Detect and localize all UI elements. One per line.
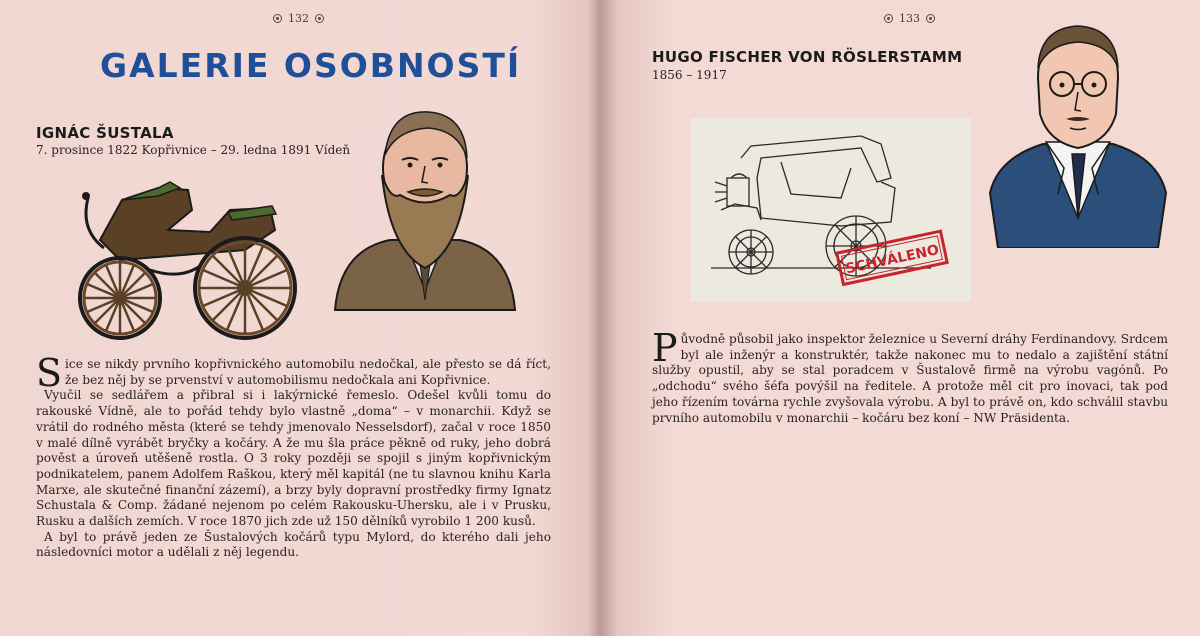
portrait-fischer xyxy=(988,18,1168,248)
fischer-paragraph xyxy=(652,326,1168,426)
page-number-text: 132 xyxy=(288,12,309,25)
person-name-sustala: IGNÁC ŠUSTALA xyxy=(36,124,174,142)
body-paragraph-3: A byl to právě jeden ze Šustalových kočárů typu Mylord, do kterého dali jeho následovníci motor a udělali z něj legendu. xyxy=(36,529,551,560)
car-sketch-with-stamp xyxy=(691,118,971,302)
dropcap-letter: S xyxy=(36,351,63,395)
folio-ornament-icon xyxy=(315,14,324,23)
person-name-fischer: HUGO FISCHER VON RÖSLERSTAMM xyxy=(652,48,963,66)
left-page-number xyxy=(273,12,324,25)
body-paragraph-2: Vyučil se sedlářem a přibral si i lakýrnické řemeslo. Odešel kvůli tomu do rakouské Vídně, ale to pořád tehdy bylo vlastně „doma“ – v monarchii. Když se vrátil do rodného města (které se tehdy jmenovalo Nesselsdorf), začal v roce 1850 v malé dílně vyrábět bryčky a kočáry. A že mu šla práce pěkně od ruky, jeho dobrá pověst a úroveň utěšeně rostla. O 3 roky později se spojil s jiným kopřivnickým podnikatelem, panem Adolfem Raškou, který měl kapitál (ne tu slavnou knihu Karla Marxe, ale skutečné finanční zázemí), a brzy byly dopravní prostředky firmy Ignatz Schustala & Comp. žádané nejenom po celém Rakousku-Uhersku, ale i v Prusku, Rusku a dalších zemích. V roce 1870 jich zde už 150 dělníků vyrobilo 1 200 kusů. xyxy=(36,388,551,529)
portrait-sustala xyxy=(330,100,520,315)
carriage-illustration xyxy=(60,170,310,340)
page-number-text: 133 xyxy=(899,12,920,25)
dropcap-letter: P xyxy=(652,326,678,370)
intro-paragraph xyxy=(36,351,551,395)
stamp-text: SCHVÁLENO xyxy=(844,242,941,278)
right-body-text xyxy=(652,326,1168,426)
page-title: GALERIE OSOBNOSTÍ xyxy=(100,46,522,85)
fischer-text: ůvodně působil jako inspektor železnice u Severní dráhy Ferdinandovy. Srdcem byl ale inženýr a konstruktér, takže nakonec mu to nedalo a zajištění státní služby opustil, aby se stal poradcem v Šustalově firmě na výrobu vagónů. Po „odchodu“ svého šéfa povýšil na ředitele. A protože měl cit pro inovaci, tak pod jeho řízením továrna rychle zvyšovala výrobu. A byl to právě on, kdo schválil stavbu prvního automobilu v monarchii – kočáru bez koní – NW Präsidenta. xyxy=(652,332,1168,425)
person-dates-fischer: 1856 – 1917 xyxy=(652,68,727,82)
intro-text: ice se nikdy prvního kopřivnického automobilu nedočkal, ale přesto se dá říct, že bez něj by se prvenství v automobilismu nedočkala ani Kopřivnice. xyxy=(65,357,551,387)
folio-ornament-icon xyxy=(273,14,282,23)
person-dates-sustala: 7. prosince 1822 Kopřivnice – 29. ledna 1891 Vídeň xyxy=(36,143,351,157)
folio-ornament-icon xyxy=(884,14,893,23)
right-page xyxy=(600,0,1200,636)
right-page-number xyxy=(884,12,935,25)
rear-wheel xyxy=(195,238,295,338)
left-body-text xyxy=(36,351,551,561)
folio-ornament-icon xyxy=(926,14,935,23)
front-wheel xyxy=(80,258,160,338)
